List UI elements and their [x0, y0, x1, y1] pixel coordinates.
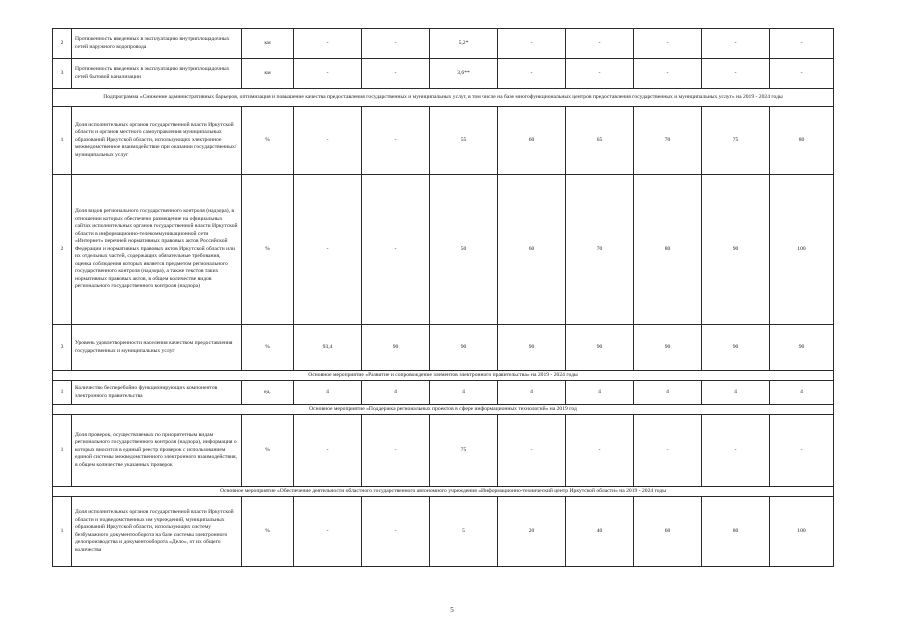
value-cell: 60	[634, 497, 702, 567]
value-cell: -	[362, 175, 430, 325]
value-cell: -	[362, 415, 430, 487]
value-cell: 20	[498, 497, 566, 567]
value-cell: 100	[770, 175, 834, 325]
unit-cell: ед.	[242, 381, 294, 405]
value-cell: 90	[770, 325, 834, 371]
unit-cell: %	[242, 107, 294, 175]
value-cell: -	[634, 415, 702, 487]
section-header-row	[53, 487, 834, 497]
value-cell: 4	[634, 381, 702, 405]
value-cell: 4	[566, 381, 634, 405]
value-cell: -	[294, 107, 362, 175]
value-cell: -	[498, 29, 566, 59]
value-cell: -	[634, 59, 702, 89]
value-cell: -	[362, 59, 430, 89]
value-cell: -	[498, 415, 566, 487]
value-cell: 3,6**	[430, 59, 498, 89]
section-title: Основное мероприятие «Обеспечение деятельности областного государственного автономного учреждения «Информационно-технический центр Иркутской области» на 2019 - 2024 годы	[53, 487, 834, 497]
value-cell: -	[702, 59, 770, 89]
value-cell: 70	[634, 107, 702, 175]
value-cell: -	[566, 415, 634, 487]
section-header-row	[53, 371, 834, 381]
section-title: Основное мероприятие «Поддержка региональных проектов в сфере информационных технологий» на 2019 год	[53, 405, 834, 415]
value-cell: -	[770, 29, 834, 59]
unit-cell: км	[242, 29, 294, 59]
value-cell: 70	[566, 175, 634, 325]
value-cell: -	[498, 59, 566, 89]
value-cell: 55	[430, 107, 498, 175]
table-row	[53, 29, 834, 59]
value-cell: 90	[430, 325, 498, 371]
row-number: 2	[53, 29, 72, 59]
indicator-name: Доля исполнительных органов государственной власти Иркутской области и подведомственных им учреждений, муниципальных образований Иркутской области, использующих систему безбумажного документооборота на базе системы электронного делопроизводства и документооборота «Дело», от их общего количества	[72, 497, 242, 567]
value-cell: 75	[430, 415, 498, 487]
indicator-name: Доля видов регионального государственного контроля (надзора), в отношении которых обеспечено размещение на официальных сайтах исполнительных органов государственной власти Иркутской области в информационно-телекоммуникационной сети «Интернет» перечней нормативных правовых актов Российской Федерации и нормативных правовых актов Иркутской области или их отдельных частей, содержащих обязательные требования, оценка соблюдения которых является предметом регионального государственного контроля (надзора), а также текстов таких нормативных правовых актов, в общем количестве видов регионального государственного контроля (надзора)	[72, 175, 242, 325]
value-cell: -	[294, 59, 362, 89]
section-header-row	[53, 89, 834, 107]
value-cell: 4	[498, 381, 566, 405]
value-cell: -	[362, 497, 430, 567]
indicator-name: Протяженность введенных в эксплуатацию внутриплощадочных сетей наружного водопровода	[72, 29, 242, 59]
value-cell: -	[566, 59, 634, 89]
value-cell: -	[294, 415, 362, 487]
indicator-name: Количество бесперебойно функционирующих компонентов электронного правительства	[72, 381, 242, 405]
indicator-name: Протяженность введенных в эксплуатацию внутриплощадочных сетей бытовой канализации	[72, 59, 242, 89]
section-title: Основное мероприятие «Развитие и сопровождение элементов электронного правительства» на 2019 - 2024 годы	[53, 371, 834, 381]
row-number: 3	[53, 59, 72, 89]
value-cell: -	[634, 29, 702, 59]
value-cell: 4	[362, 381, 430, 405]
value-cell: -	[702, 415, 770, 487]
value-cell: 100	[770, 497, 834, 567]
value-cell: 5,2*	[430, 29, 498, 59]
table-row	[53, 59, 834, 89]
value-cell: 90	[702, 175, 770, 325]
row-number: 2	[53, 175, 72, 325]
value-cell: 4	[294, 381, 362, 405]
value-cell: 93,4	[294, 325, 362, 371]
value-cell: 60	[498, 107, 566, 175]
value-cell: 75	[702, 107, 770, 175]
value-cell: -	[566, 29, 634, 59]
row-number: 1	[53, 381, 72, 405]
indicator-name: Доля исполнительных органов государственной власти Иркутской области и органов местного самоуправления муниципальных образований Иркутской области, использующих электронное межведомственное взаимодействие при оказании государственных/муниципальных услуг	[72, 107, 242, 175]
unit-cell: км	[242, 59, 294, 89]
value-cell: 90	[566, 325, 634, 371]
value-cell: -	[702, 29, 770, 59]
value-cell: 90	[702, 325, 770, 371]
indicators-table	[52, 28, 834, 567]
value-cell: 50	[430, 175, 498, 325]
value-cell: 4	[770, 381, 834, 405]
indicator-name: Уровень удовлетворенности населения качеством предоставления государственных и муниципальных услуг	[72, 325, 242, 371]
value-cell: 90	[362, 325, 430, 371]
row-number: 3	[53, 325, 72, 371]
row-number: 1	[53, 497, 72, 567]
value-cell: 80	[770, 107, 834, 175]
value-cell: -	[294, 175, 362, 325]
indicator-name: Доля проверок, осуществляемых по приоритетным видам регионального государственного контроля (надзора), информация о которых вносится в единый реестр проверок с использованием единой системы межведомственного электронного взаимодействия, в общем количестве указанных проверок	[72, 415, 242, 487]
value-cell: 4	[430, 381, 498, 405]
section-header-row	[53, 405, 834, 415]
table-row	[53, 415, 834, 487]
row-number: 1	[53, 415, 72, 487]
page-number: 5	[450, 606, 454, 614]
value-cell: 5	[430, 497, 498, 567]
table-row	[53, 175, 834, 325]
value-cell: -	[770, 415, 834, 487]
value-cell: -	[770, 59, 834, 89]
value-cell: 60	[498, 175, 566, 325]
value-cell: -	[294, 497, 362, 567]
value-cell: -	[294, 29, 362, 59]
value-cell: 4	[702, 381, 770, 405]
value-cell: 80	[702, 497, 770, 567]
row-number: 1	[53, 107, 72, 175]
table-row	[53, 497, 834, 567]
table-row	[53, 107, 834, 175]
table-row	[53, 381, 834, 405]
value-cell: 40	[566, 497, 634, 567]
value-cell: 80	[634, 175, 702, 325]
value-cell: -	[362, 29, 430, 59]
value-cell: 65	[566, 107, 634, 175]
unit-cell: %	[242, 325, 294, 371]
table-row	[53, 325, 834, 371]
value-cell: 90	[498, 325, 566, 371]
value-cell: -	[362, 107, 430, 175]
section-title: Подпрограмма «Снижение административных барьеров, оптимизация и повышение качества предоставления государственных и муниципальных услуг, в том числе на базе многофункциональных центров предоставления государственных и муниципальных услуг» на 2019 - 2024 годы	[53, 89, 834, 107]
unit-cell: %	[242, 497, 294, 567]
value-cell: 90	[634, 325, 702, 371]
unit-cell: %	[242, 175, 294, 325]
unit-cell: %	[242, 415, 294, 487]
